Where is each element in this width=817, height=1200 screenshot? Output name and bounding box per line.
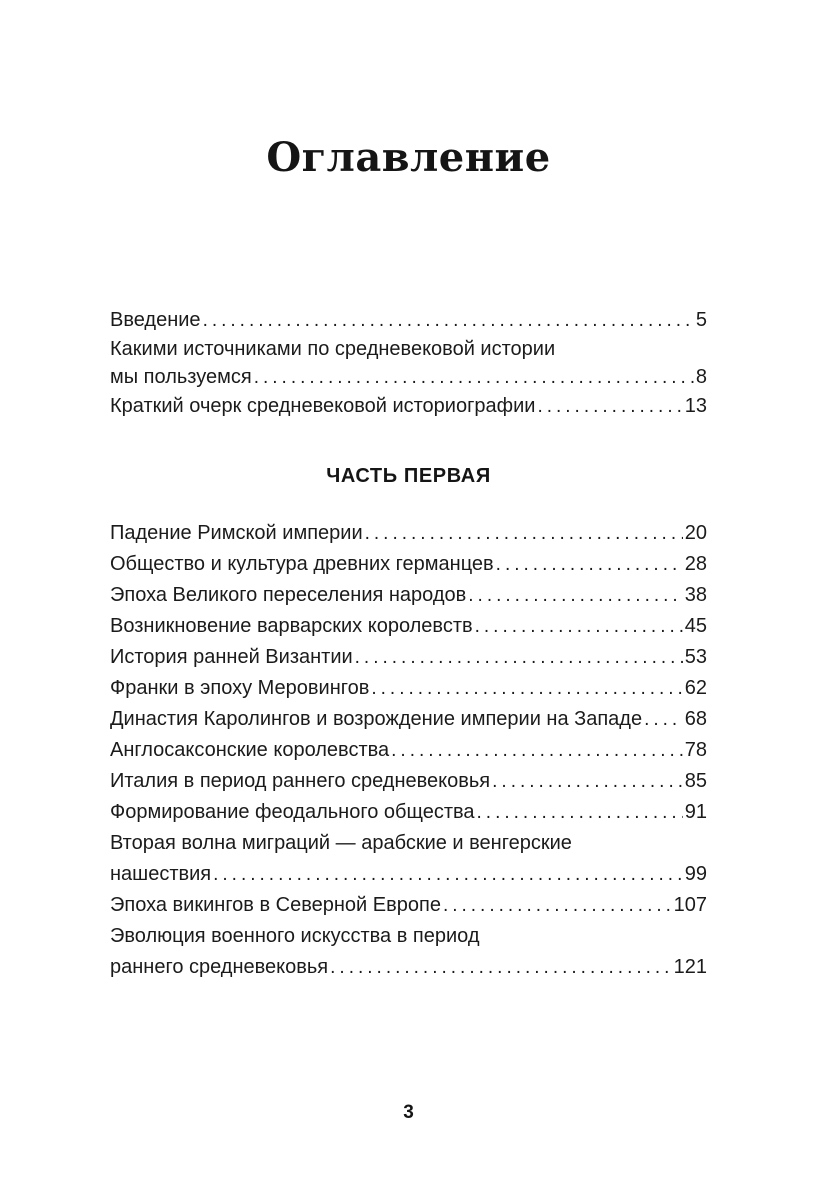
toc-entry [110, 704, 707, 735]
toc-entry [110, 673, 707, 704]
dot-leader [473, 611, 683, 642]
dot-leader [466, 580, 682, 611]
page-title: Оглавление [266, 134, 551, 181]
dot-leader [490, 766, 683, 797]
entry-page-number: 28 [684, 553, 707, 575]
entry-title: Введение [110, 309, 201, 331]
entry-page-number: 20 [684, 522, 707, 544]
toc-entry [110, 392, 707, 421]
dot-leader [328, 952, 671, 983]
toc-entry [110, 580, 707, 611]
toc-entry [110, 306, 707, 335]
toc-entry [110, 518, 707, 549]
entry-page-number: 45 [684, 615, 707, 637]
toc-entry-line [110, 642, 707, 673]
entry-title: Краткий очерк средневековой историографии [110, 395, 536, 417]
toc-entry-line [110, 580, 707, 611]
dot-leader [441, 890, 672, 921]
entry-title: Италия в период раннего средневековья [110, 770, 491, 792]
entry-title: Эволюция военного искусства в период [110, 925, 480, 947]
toc-entry [110, 921, 707, 983]
entry-title: Англосаксонские королевства [110, 739, 390, 761]
toc-entry-line [110, 673, 707, 704]
dot-leader [535, 392, 682, 421]
entry-title: мы пользуемся [110, 366, 252, 388]
dot-leader [642, 704, 683, 735]
toc-entry-line [110, 518, 707, 549]
entry-page-number: 68 [684, 708, 707, 730]
entry-title: Эпоха викингов в Северной Европе [110, 894, 441, 916]
toc-entry-line [110, 859, 707, 890]
entry-page-number: 38 [684, 584, 707, 606]
entry-page-number: 53 [684, 646, 707, 668]
entry-title: Общество и культура древних германцев [110, 553, 494, 575]
entry-title: Франки в эпоху Меровингов [110, 677, 370, 699]
toc-entry [110, 735, 707, 766]
toc-entry-line [110, 921, 707, 952]
dot-leader [211, 859, 683, 890]
entry-title: Династия Каролингов и возрождение империи на Западе [110, 708, 643, 730]
toc-part-section [110, 518, 707, 983]
toc-intro-section [110, 306, 707, 421]
entry-title: нашествия [110, 863, 212, 885]
dot-leader [475, 797, 683, 828]
toc-entry [110, 797, 707, 828]
dot-leader [369, 673, 682, 704]
dot-leader [363, 518, 683, 549]
toc-entry [110, 642, 707, 673]
toc-entry-line [110, 766, 707, 797]
toc-entry [110, 549, 707, 580]
toc-entry-line [110, 549, 707, 580]
toc-entry [110, 766, 707, 797]
entry-title: Какими источниками по средневековой истории [110, 338, 556, 360]
entry-title: История ранней Византии [110, 646, 353, 668]
toc-entry-line [110, 392, 707, 421]
toc-entry-line [110, 306, 707, 335]
entry-title: Падение Римской империи [110, 522, 363, 544]
entry-page-number: 62 [684, 677, 707, 699]
toc-entry [110, 890, 707, 921]
dot-leader [353, 642, 683, 673]
toc-entry [110, 611, 707, 642]
toc-entry-line [110, 952, 707, 983]
entry-page-number: 99 [684, 863, 707, 885]
dot-leader [252, 363, 694, 392]
toc-entry-line [110, 890, 707, 921]
entry-title: Эпоха Великого переселения народов [110, 584, 467, 606]
entry-page-number: 8 [695, 366, 707, 388]
toc-entry-line [110, 611, 707, 642]
entry-title: Вторая волна миграций — арабские и венгерские [110, 832, 572, 854]
toc-entry-line [110, 335, 707, 363]
toc-entry [110, 828, 707, 890]
toc-entry-line [110, 797, 707, 828]
toc-entry [110, 335, 707, 392]
entry-title: раннего средневековья [110, 956, 329, 978]
entry-page-number: 91 [684, 801, 707, 823]
entry-page-number: 121 [673, 956, 707, 978]
dot-leader [201, 306, 694, 335]
toc-entry-line [110, 828, 707, 859]
toc-entry-line [110, 704, 707, 735]
entry-page-number: 13 [684, 395, 707, 417]
part-heading: ЧАСТЬ ПЕРВАЯ [326, 465, 491, 487]
entry-page-number: 107 [673, 894, 707, 916]
dot-leader [494, 549, 683, 580]
dot-leader [389, 735, 683, 766]
entry-title: Формирование феодального общества [110, 801, 475, 823]
toc-entry-line [110, 735, 707, 766]
page-number: 3 [403, 1102, 414, 1123]
entry-title: Возникновение варварских королевств [110, 615, 473, 637]
entry-page-number: 5 [695, 309, 707, 331]
entry-page-number: 85 [684, 770, 707, 792]
entry-page-number: 78 [684, 739, 707, 761]
toc-entry-line [110, 363, 707, 392]
